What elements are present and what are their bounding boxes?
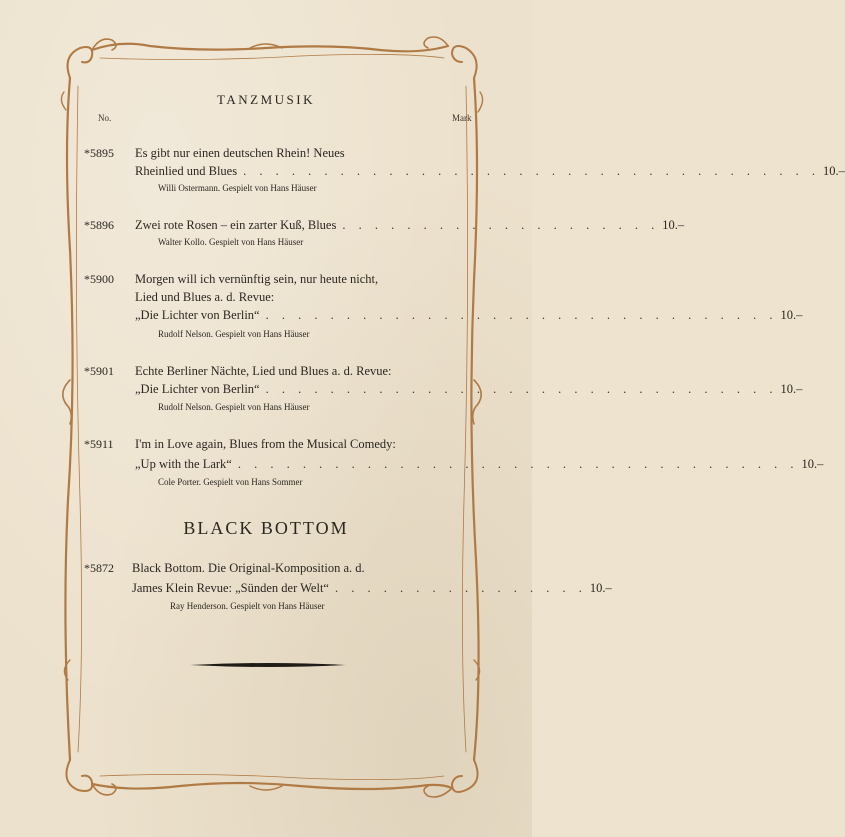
entry-title-text: James Klein Revue: „Sünden der Welt“	[132, 581, 329, 595]
dot-leader: . . . . . . . . . . . . . . . . . . . . . . . . . . . . . . . .	[265, 308, 778, 322]
entry-title-last-line	[135, 218, 685, 233]
entry-title-line: Lied und Blues a. d. Revue:	[135, 290, 275, 304]
entry-title-line: Black Bottom. Die Original-Komposition a. d.	[132, 561, 365, 575]
entry-title-line: Morgen will ich vernünftig sein, nur heute nicht,	[135, 272, 379, 286]
entry-credit: Willi Ostermann. Gespielt von Hans Häuser	[158, 183, 317, 193]
entry-credit: Rudolf Nelson. Gespielt von Hans Häuser	[158, 402, 310, 412]
entry-title-last-line	[135, 164, 845, 179]
entry-credit: Cole Porter. Gespielt von Hans Sommer	[158, 477, 303, 487]
decorative-rule	[190, 662, 346, 668]
section-title-black-bottom: BLACK BOTTOM	[183, 518, 349, 538]
dot-leader: . . . . . . . . . . . . . . . . . . . .	[342, 218, 660, 232]
entry-price: 10.–	[589, 581, 612, 595]
catalog-number: *5900	[84, 272, 114, 286]
entry-title-text: Rheinlied und Blues	[135, 164, 238, 178]
column-header-number: No.	[98, 113, 112, 123]
entry-price: 10.–	[662, 218, 685, 232]
entry-title-line: Es gibt nur einen deutschen Rhein! Neues	[135, 146, 345, 160]
entry-title-line: Echte Berliner Nächte, Lied und Blues a. d. Revue:	[135, 364, 392, 378]
entry-title-last-line	[135, 457, 824, 472]
entry-title-text: „Up with the Lark“	[135, 457, 232, 471]
entry-price: 10.–	[822, 164, 845, 178]
entry-title-text: Zwei rote Rosen – ein zarter Kuß, Blues	[135, 218, 337, 232]
catalog-number: *5872	[84, 561, 114, 575]
entry-title-last-line	[135, 382, 803, 397]
catalog-number: *5895	[84, 146, 114, 160]
entry-title-text: „Die Lichter von Berlin“	[135, 308, 260, 322]
column-header-price: Mark	[452, 113, 472, 123]
entry-title-last-line	[135, 308, 803, 323]
entry-price: 10.–	[801, 457, 824, 471]
entry-credit: Ray Henderson. Gespielt von Hans Häuser	[170, 601, 325, 611]
entry-title-last-line	[132, 581, 612, 596]
dot-leader: . . . . . . . . . . . . . . . .	[334, 581, 587, 595]
dot-leader: . . . . . . . . . . . . . . . . . . . . . . . . . . . . . . . . . . .	[237, 457, 799, 471]
entry-price: 10.–	[780, 382, 803, 396]
entry-title-line: I'm in Love again, Blues from the Musical Comedy:	[135, 437, 396, 451]
entry-credit: Rudolf Nelson. Gespielt von Hans Häuser	[158, 329, 310, 339]
dot-leader: . . . . . . . . . . . . . . . . . . . . . . . . . . . . . . . . . . . .	[243, 164, 820, 178]
entry-credit: Walter Kollo. Gespielt von Hans Häuser	[158, 237, 304, 247]
entry-price: 10.–	[780, 308, 803, 322]
entry-title-text: „Die Lichter von Berlin“	[135, 382, 260, 396]
dot-leader: . . . . . . . . . . . . . . . . . . . . . . . . . . . . . . . .	[265, 382, 778, 396]
catalog-number: *5896	[84, 218, 114, 232]
section-title-tanzmusik: TANZMUSIK	[216, 92, 315, 107]
catalog-number: *5911	[84, 437, 114, 451]
catalog-number: *5901	[84, 364, 114, 378]
